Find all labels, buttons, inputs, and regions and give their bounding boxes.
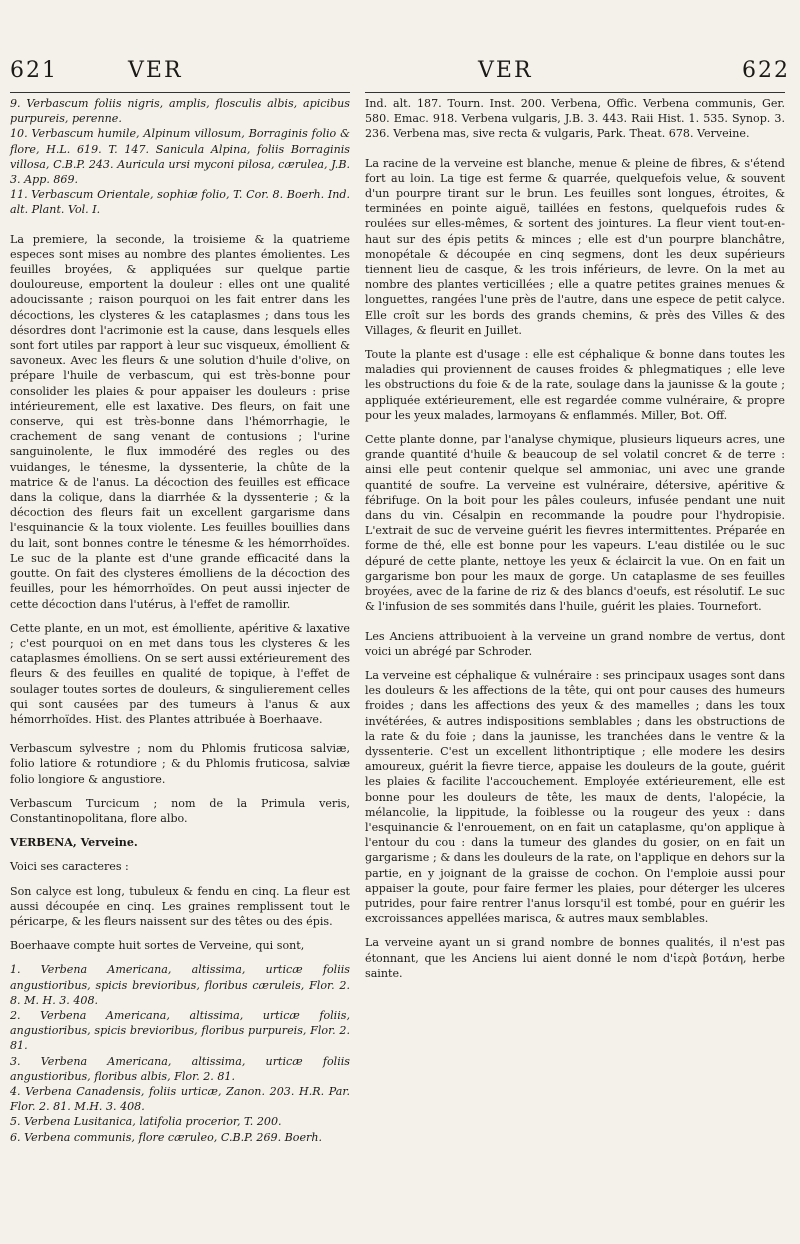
list-item: 10. Verbascum humile, Alpinum villosum, Borraginis folio & flore, H.L. 619. T. 147. Sanicula Alpina, foliis Borraginis villosa, C.B.P. 243. Auricula ursi myconi pilosa, cærulea, J.B. 3. App. 869. — [10, 127, 350, 187]
paragraph: Les Anciens attribuoient à la verveine un grand nombre de vertus, dont voici un abrégé par Schroder. — [365, 629, 785, 658]
right-column — [365, 96, 785, 990]
right-page-number: 622 — [742, 58, 790, 83]
paragraph: La racine de la verveine est blanche, menue & pleine de fibres, & s'étend fort au loin. La tige est ferme & quarrée, quelquefois velue, & souvent d'un pourpre tirant sur le brun. Les feuilles sont longues, étroites, & terminées en pointe aiguë, taillées en festons, quelquefois rudes & roulées sur elles-mêmes, & sortent des jointures. La fleur vient tout-en-haut sur des épis petits & minces ; elle est d'un pourpre blanchâtre, monopétale & découpée en cinq segmens, dont les deux supérieurs tiennent lieu de casque, & les trois inférieurs, de levre. On la met au nombre des plantes verticillées ; elle a quatre petites graines menues & longuettes, rangées l'une près de l'autre, dans une espece de petit calyce. Elle croît sur les bords des grands chemins, & près des Villes & des Villages, & fleurit en Juillet. — [365, 156, 785, 337]
paragraph: Cette plante, en un mot, est émolliente, apéritive & laxative ; c'est pourquoi on en met dans tous les clysteres & les cataplasmes émolliens. On se sert aussi extérieurement des fleurs & des feuilles en qualité de topique, à l'effet de soulager toutes sortes de douleurs, & singulierement celles qui sont causées par des tumeurs à l'anus & aux hémorrhoïdes. Hist. des Plantes attribuée à Boerhaave. — [10, 621, 350, 726]
list-item: 4. Verbena Canadensis, foliis urticæ, Zanon. 203. H.R. Par. Flor. 2. 81. M.H. 3. 408. — [10, 1084, 350, 1114]
list-item: 6. Verbena communis, flore cæruleo, C.B.P. 269. Boerh. — [10, 1130, 323, 1144]
paragraph: Ind. alt. 187. Tourn. Inst. 200. Verbena, Offic. Verbena communis, Ger. 580. Emac. 918. Verbena vulgaris, J.B. 3. 443. Raii Hist. 1. 535. Synop. 3. 236. Verbena mas, sive recta & vulgaris, Park. Theat. 678. Verveine. — [365, 97, 785, 141]
left-running-title: VER — [128, 58, 183, 83]
paragraph: La verveine est céphalique & vulnéraire : ses principaux usages sont dans les douleurs & les affections de la tête, qui ont pour causes des humeurs froides ; dans les affections des yeux & des mamelles ; dans les toux invétérées, & autres indispositions semblables ; dans les obstructions de la rate & du foie ; dans la jaunisse, les tranchées dans le ventre & la dyssenterie. C'est un excellent lithontriptique ; elle modere les desirs amoureux, guérit la fievre tierce, appaise les douleurs de la goute, guérit les plaies & facilite l'accouchement. Employée extérieurement, elle est bonne pour les douleurs de tête, les maux de dents, l'alopécie, la mélancolie, la lippitude, la foiblesse ou la rougeur des yeux : dans l'esquinancie & l'enrouement, on en fait un cataplasme, qu'on applique à l'entour du cou : dans la tumeur des glandes du gosier, on en fait un gargarisme ; & dans les douleurs de la rate, on l'applique en dehors sur la partie, en y joignant de la graisse de cochon. On l'emploie aussi pour appaiser la goute, pour faire fermer les plaies, pour déterger les ulceres putrides, pour faire rentrer l'anus lorsqu'il est tombé, pour en guérir les excroissances appellées marisca, & autres maux semblables. — [365, 668, 785, 926]
paragraph: Verbascum Turcicum ; nom de la Primula veris, Constantinopolitana, flore albo. — [10, 796, 350, 825]
verbena-list — [10, 962, 350, 1144]
paragraph: Toute la plante est d'usage : elle est céphalique & bonne dans toutes les maladies qui proviennent de causes froides & phlegmatiques ; elle leve les obstructions du foie & de la rate, soulage dans la jaunisse & la goute ; appliquée extérieurement, elle est regardée comme vulnéraire, & propre pour les yeux malades, larmoyans & enflammés. Miller, Bot. Off. — [365, 348, 785, 422]
list-item: 2. Verbena Americana, altissima, urticæ foliis, angustioribus, spicis brevioribus, floribus purpureis, Flor. 2. 81. — [10, 1008, 350, 1053]
header-rule-right — [365, 92, 785, 93]
paragraph: Son calyce est long, tubuleux & fendu en cinq. La fleur est aussi découpée en cinq. Les graines remplissent tout le péricarpe, & les fleurs naissent sur des têtes ou des épis. — [10, 884, 350, 928]
paragraph: Voici ses caracteres : — [10, 860, 129, 874]
paragraph: Verbascum sylvestre ; nom du Phlomis fruticosa salviæ, folio latiore & rotundiore ; & du Phlomis fruticosa, salviæ folio longiore & angustiore. — [10, 742, 350, 786]
paragraph: La premiere, la seconde, la troisieme & la quatrieme especes sont mises au nombre des plantes émolientes. Les feuilles broyées, & appliquées sur quelque partie douloureuse, emportent la douleur : elles ont une qualité adoucissante ; raison pourquoi on les fait entrer dans les décoctions, les clysteres & les cataplasmes ; dans tous les désordres dont l'acrimonie est la cause, dans lesquels elles sont fort utiles par rapport à leur suc visqueux, émollient & savoneux. Avec les fleurs & une solution d'huile d'olive, on prépare l'huile de verbascum, qui est très-bonne pour consolider les plaies & pour appaiser les douleurs : prise intérieurement, elle est laxative. Des fleurs, on fait une conserve, qui est très-bonne dans l'hémorrhagie, le crachement de sang venant de contusions ; l'urine sanguinolente, le flux immodéré des regles ou des vuidanges, le ténesme, la dyssenterie, la chûte de la matrice & de l'anus. La décoction des feuilles est efficace dans la colique, dans la diarrhée & la dyssenterie ; & la décoction des fleurs fait un excellent gargarisme dans l'esquinancie & la toux violente. Les feuilles bouillies dans du lait, sont bonnes contre le ténesme & les hémorrhoïdes. Le suc de la plante est d'une grande efficacité dans la goutte. On fait des clysteres émolliens de la décoction des feuilles, pour les hémorrhoïdes. On peut aussi injecter de cette décoction dans l'utérus, à l'effet de ramollir. — [10, 232, 350, 611]
right-running-title: VER — [478, 58, 533, 83]
entry-heading: VERBENA, Verveine. — [10, 836, 138, 850]
left-column — [10, 96, 350, 1145]
paragraph: La verveine ayant un si grand nombre de bonnes qualités, il n'est pas étonnant, que les Anciens lui aient donné le nom d'ἱερὰ βοτάνη, herbe sainte. — [365, 936, 785, 980]
paragraph: Boerhaave compte huit sortes de Verveine, qui sont, — [10, 939, 305, 953]
list-item: 9. Verbascum foliis nigris, amplis, flosculis albis, apicibus purpureis, perenne. — [10, 97, 350, 126]
list-item: 1. Verbena Americana, altissima, urticæ foliis angustioribus, spicis brevioribus, floribus cæruleis, Flor. 2. 8. M. H. 3. 408. — [10, 963, 350, 1007]
list-item: 3. Verbena Americana, altissima, urticæ foliis angustioribus, floribus albis, Flor. 2. 81. — [10, 1054, 350, 1083]
left-page-number: 621 — [10, 58, 58, 83]
list-item: 5. Verbena Lusitanica, latifolia procerior, T. 200. — [10, 1115, 282, 1129]
header-rule-left — [10, 92, 350, 93]
paragraph: Cette plante donne, par l'analyse chymique, plusieurs liqueurs acres, une grande quantité d'huile & beaucoup de sel volatil concret & de terre : ainsi elle peut contenir quelque sel ammoniac, uni avec une grande quantité de soufre. La verveine est vulnéraire, détersive, apéritive & fébrifuge. On la boit pour les pâles couleurs, infusée pendant une nuit dans du vin. Césalpin en recommande la poudre pour l'hydropisie. L'extrait de suc de verveine guérit les fievres intermittentes. Préparée en forme de thé, elle est bonne pour les vapeurs. L'eau distilée ou le suc dépuré de cette plante, nettoye les yeux & éclaircit la vue. On en fait un gargarisme bon pour les maux de gorge. Un cataplasme de ses feuilles broyées, avec de la farine de riz & des blancs d'oeufs, est résolutif. Le suc & l'infusion de ses sommités dans l'huile, guérit les plaies. Tournefort. — [365, 433, 785, 614]
verbascum-list — [10, 96, 350, 218]
list-item: 11. Verbascum Orientale, sophiæ folio, T. Cor. 8. Boerh. Ind. alt. Plant. Vol. I. — [10, 188, 350, 217]
